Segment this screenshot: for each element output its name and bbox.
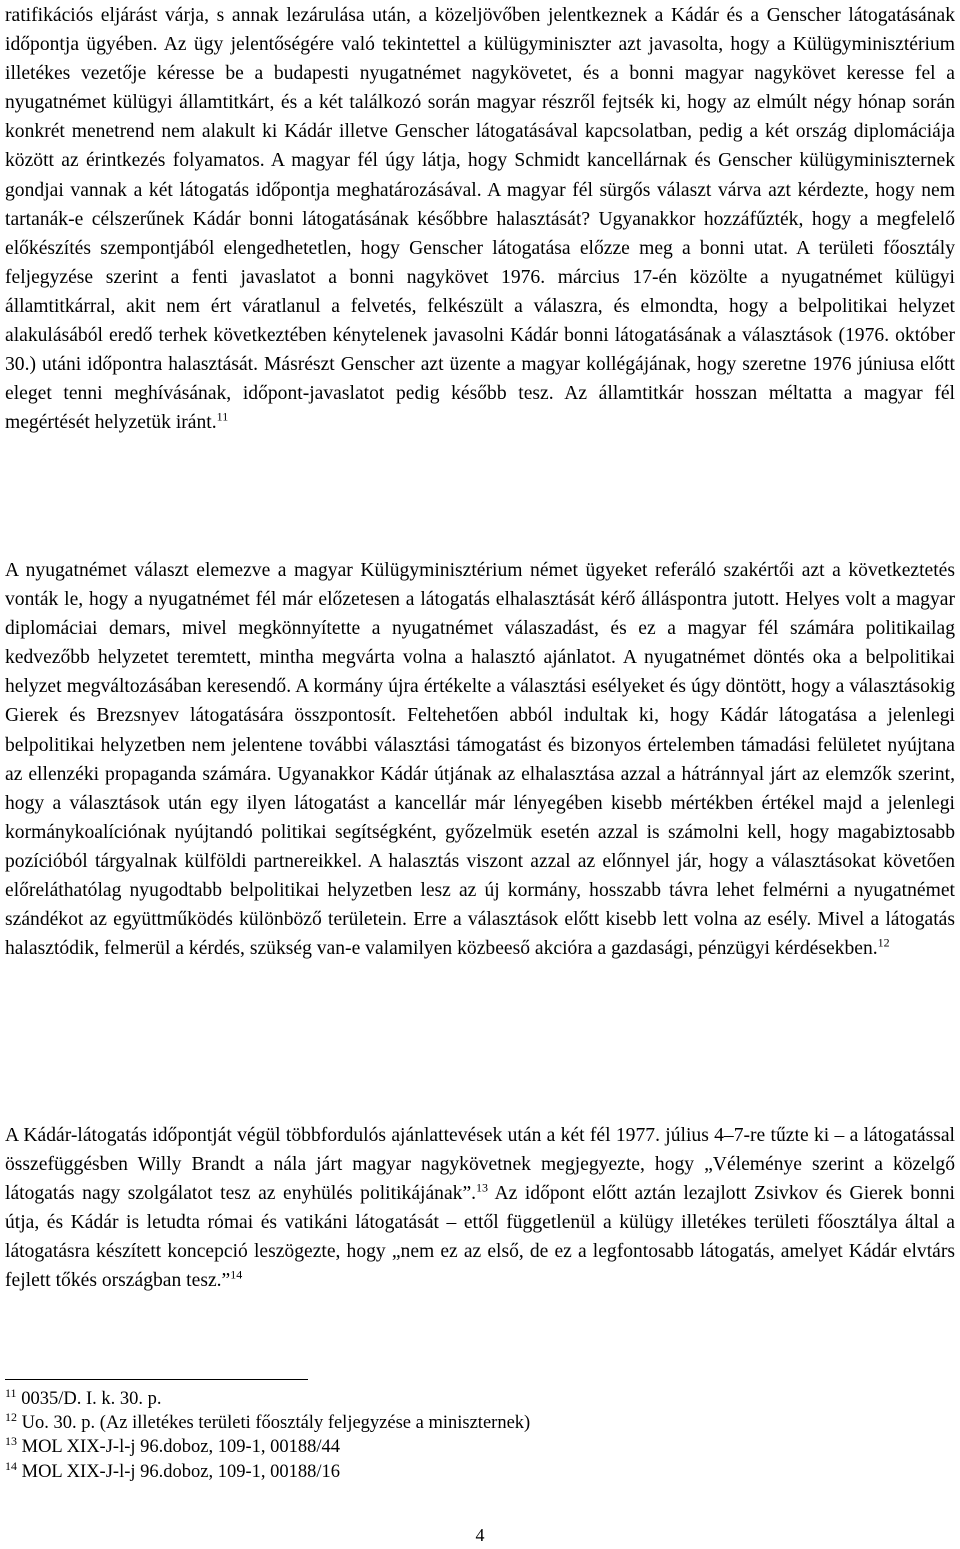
footnote-12 xyxy=(5,1411,955,1435)
paragraph-text: A Kádár-látogatás időpontját végül többfordulós ajánlattevések után a két fél 1977. július 4–7-re tűzte ki – a látogatással összefüggésben Willy Brandt a nála járt magyar nagykövetnek megjegyezte, hogy „Véleménye szerint a közelgő látogatás nagy szolgálatot tesz az enyhülés politikájának”. xyxy=(5,1125,955,1205)
footnote-11 xyxy=(5,1387,955,1411)
body-paragraph-3 xyxy=(5,1121,955,1296)
footnote-text: Uo. 30. p. (Az illetékes területi főosztály feljegyzése a miniszternek) xyxy=(21,1413,531,1434)
footnote-number: 14 xyxy=(5,1458,17,1473)
footnote-text: 0035/D. I. k. 30. p. xyxy=(21,1389,162,1409)
footnote-separator xyxy=(5,1379,308,1380)
body-paragraph-1 xyxy=(5,1,955,437)
footnote-13 xyxy=(5,1435,955,1459)
footnote-text: MOL XIX-J-l-j 96.doboz, 109-1, 00188/44 xyxy=(21,1437,341,1458)
footnotes-section xyxy=(5,1387,955,1484)
footnote-14 xyxy=(5,1460,955,1484)
footnote-reference-14[interactable]: 14 xyxy=(230,1267,243,1282)
footnote-reference-12[interactable]: 12 xyxy=(877,935,890,950)
paragraph-text-continued: Az időpont előtt aztán lezajlott Zsivkov és Gierek bonni útja, és Kádár is letudta római és vatikáni látogatását – ettől függetlenül a külügy illetékes területi főosztálya által a látogatásra készített koncepció leszögezte, hogy „nem ez az első, de ez a legfontosabb látogatás, amelyet Kádár elvtárs fejlett tőkés országban tesz.” xyxy=(5,1183,955,1292)
page-number: 4 xyxy=(475,1525,485,1545)
footnote-number: 13 xyxy=(5,1434,17,1449)
footnote-reference-11[interactable]: 11 xyxy=(216,409,229,424)
footnote-number: 12 xyxy=(5,1410,17,1425)
footnote-number: 11 xyxy=(5,1385,17,1400)
footnote-text: MOL XIX-J-l-j 96.doboz, 109-1, 00188/16 xyxy=(21,1461,341,1482)
footnote-reference-13[interactable]: 13 xyxy=(476,1180,489,1195)
body-paragraph-2 xyxy=(5,556,955,963)
paragraph-text: ratifikációs eljárást várja, s annak lezárulása után, a közeljövőben jelentkeznek a Kádár és a Genscher látogatásának időpontja ügyében. Az ügy jelentőségére való tekintettel a külügyminiszter azt javasolta, hogy a Külügyminisztérium illetékes vezetője kéresse be a budapesti nyugatnémet nagykövetet, és a bonni magyar nagykövet keresse fel a nyugatnémet külügyi államtitkárt, és a két találkozó során magyar részről fejtsék ki, hogy az elmúlt négy hónap során konkrét menetrend nem alakult ki Kádár illetve Genscher látogatásával kapcsolatban, pedig a két ország diplomáciája között az érintkezés folyamatos. A magyar fél úgy látja, hogy Schmidt kancellárnak és Genscher külügyminiszternek gondjai vannak a két látogatás időpontja meghatározásával. A magyar fél sürgős választ várva azt kérdezte, hogy nem tartanák-e célszerűnek Kádár bonni látogatásának későbbre halasztását? Ugyanakkor hozzáfűzték, hogy a megfelelő előkészítés szempontjából elengedhetetlen, hogy Genscher látogatása előzze meg a bonni utat. A területi főosztály feljegyzése szerint a fenti javaslatot a bonni nagykövet 1976. március 17-én közölte a nyugatnémet külügyi államtitkárral, akit nem ért váratlanul a felvetés, felkészült a válaszra, és elmondta, hogy a belpolitikai helyzet alakulásából eredő terhek következtében kénytelenek javasolni Kádár bonni látogatásának a választások (1976. október 30.) utáni időpontra halasztását. Másrészt Genscher azt üzente a magyar kollégájának, hogy szeretne 1976 júniusa előtt eleget tenni meghívásának, időpont-javaslatot pedig később tesz. Az államtitkár hosszan méltatta a magyar fél megértését helyzetük iránt. xyxy=(5,5,955,434)
paragraph-text: A nyugatnémet választ elemezve a magyar Külügyminisztérium német ügyeket referáló szakértői azt a következtetés vonták le, hogy a nyugatnémet fél már előzetesen a látogatás elhalasztását kérő álláspontra jutott. Helyes volt a magyar diplomáciai demars, mivel megkönnyítette a nyugatnémet válaszadást, és ez a magyar fél számára politikailag kedvezőbb helyzetet teremtett, mintha megvárta volna a halasztó ajánlatot. A nyugatnémet döntés oka a belpolitikai helyzet megváltozásában keresendő. A kormány újra értékelte a választási esélyeket és úgy döntött, hogy a választásokig Gierek és Brezsnyev látogatására összpontosít. Feltehetően abból indultak ki, hogy Kádár látogatása a jelenlegi belpolitikai helyzetben nem jelentene további választási támogatást és bizonyos értelemben támadási felületet nyújtana az ellenzéki propaganda számára. Ugyanakkor Kádár útjának az elhalasztása azzal a hátránnyal járt az elemzők szerint, hogy a választások után egy ilyen látogatást a kancellár már lényegében kisebb mértékben értékel majd a jelenlegi kormánykoalíciónak nyújtandó politikai segítségként, győzelmük esetén azzal is számolni kell, hogy magabiztosabb pozícióból tárgyalnak külföldi partnereikkel. A halasztás viszont azzal az előnnyel jár, hogy a választásokat követően előreláthatólag nyugodtabb belpolitikai helyzetben lesz az új kormány, hosszabb távra lehet felmérni a nyugatnémet szándékot az együttműködés különböző területein. Erre a választások előtt kisebb lett volna az esély. Mivel a látogatás halasztódik, felmerül a kérdés, szükség van-e valamilyen közbeeső akcióra a gazdasági, pénzügyi kérdésekben. xyxy=(5,560,955,960)
